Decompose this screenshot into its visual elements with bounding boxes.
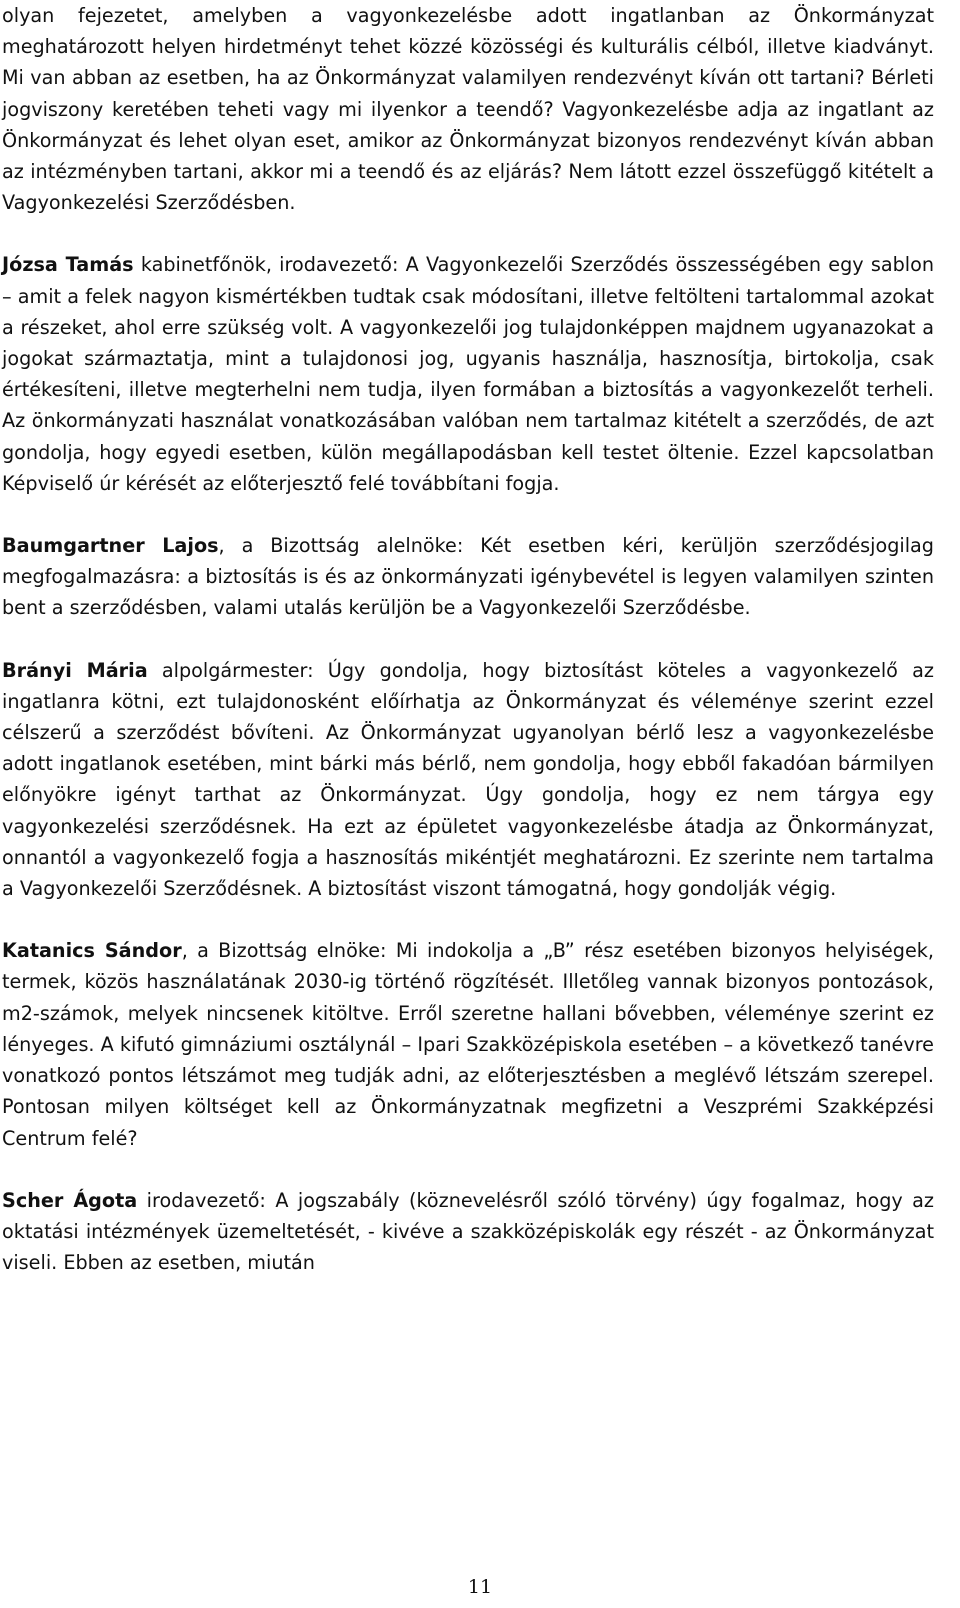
paragraph-branyi-maria [2,655,934,905]
paragraph-text: kabinetfőnök, irodavezető: A Vagyonkezelői Szerződés összességében egy sablon – amit a felek nagyon kismértékben tudtak csak módosítani, illetve feltölteni tartalommal azokat a részeket, ahol erre szükség volt. A vagyonkezelői jog tulajdonképpen majdnem ugyanazokat a jogokat származtatja, mint a tulajdonosi jog, ugyanis használja, hasznosítja, birtokolja, csak értékesíteni, illetve megterhelni nem tudja, ilyen formában a biztosítás a vagyonkezelőt terheli. Az önkormányzati használat vonatkozásában valóban nem tartalmaz kitételt a szerződés, de azt gondolja, hogy egyedi esetben, külön megállapodásban kell testet öltenie. Ezzel kapcsolatban Képviselő úr kérését az előterjesztő felé továbbítani fogja. [2,253,934,495]
page-number: 11 [467,1576,493,1598]
paragraph-text: alpolgármester: Úgy gondolja, hogy biztosítást köteles a vagyonkezelő az ingatlanra kötni, ezt tulajdonosként előírhatja az Önkormányzat és véleménye szerint ezzel célszerű a szerződést bővíteni. Az Önkormányzat ugyanolyan bérlő lesz a vagyonkezelésbe adott ingatlanok esetében, mint bárki más bérlő, nem gondolja, hogy ebből fakadóan bármilyen előnyökre igényt tarthat az Önkormányzat. Úgy gondolja, hogy ez nem tárgya egy vagyonkezelési szerződésnek. Ha ezt az épületet vagyonkezelésbe átadja az Önkormányzat, onnantól a vagyonkezelő fogja a hasznosítás mikéntjét meghatározni. Ez szerinte nem tartalma a Vagyonkezelői Szerződésnek. A biztosítást viszont támogatná, hogy gondolják végig. [2,658,934,901]
paragraph-text: , a Bizottság elnöke: Mi indokolja a „B” rész esetében bizonyos helyiségek, termek, közös használatának 2030-ig történő rögzítését. Illetőleg vannak bizonyos pontozások, m2-számok, melyek nincsenek kitöltve. Erről szeretne hallani bővebben, véleménye szerint ez lényeges. A kifutó gimnáziumi osztálynál – Ipari Szakközépiskola esetében – a következő tanévre vonatkozó pontos létszámot meg tudják adni, az előterjesztésben a meglévő létszám szerepel. Pontosan milyen költséget kell az Önkormányzatnak megfizetni a Veszprémi Szakképzési Centrum felé? [2,939,934,1150]
speaker-name: Józsa Tamás [2,253,134,277]
speaker-name: Brányi Mária [2,658,148,682]
paragraph-scher-agota [2,1185,934,1279]
paragraph-text: irodavezető: A jogszabály (köznevelésről szóló törvény) úgy fogalmaz, hogy az oktatási intézmények üzemeltetését, - kivéve a szakközépiskolák egy részét - az Önkormányzat viseli. Ebben az esetben, miután [2,1188,934,1275]
paragraph-jozsa-tamas [2,249,934,499]
speaker-name: Scher Ágota [2,1188,138,1212]
paragraph-continuation [2,0,934,218]
paragraph-katanics-sandor [2,935,934,1153]
speaker-name: Katanics Sándor [2,939,182,963]
document-page [2,0,934,1278]
paragraph-text: , a Bizottság alelnöke: Két esetben kéri, kerüljön szerződésjogilag megfogalmazásra: a biztosítás is és az önkormányzati igénybevétel is legyen valamilyen szinten bent a szerződésben, valami utalás kerüljön be a Vagyonkezelői Szerződésbe. [2,534,934,620]
paragraph-text: olyan fejezetet, amelyben a vagyonkezelésbe adott ingatlanban az Önkormányzat meghatározott helyen hirdetményt tehet közzé közösségi és kulturális célból, illetve kiadványt. Mi van abban az esetben, ha az Önkormányzat valamilyen rendezvényt kíván ott tartani? Bérleti jogviszony keretében teheti vagy mi ilyenkor a teendő? Vagyonkezelésbe adja az ingatlant az Önkormányzat és lehet olyan eset, amikor az Önkormányzat bizonyos rendezvényt kíván abban az intézményben tartani, akkor mi a teendő és az eljárás? Nem látott ezzel összefüggő kitételt a Vagyonkezelési Szerződésben. [2,4,934,215]
speaker-name: Baumgartner Lajos [2,534,219,558]
paragraph-baumgartner-lajos [2,530,934,624]
